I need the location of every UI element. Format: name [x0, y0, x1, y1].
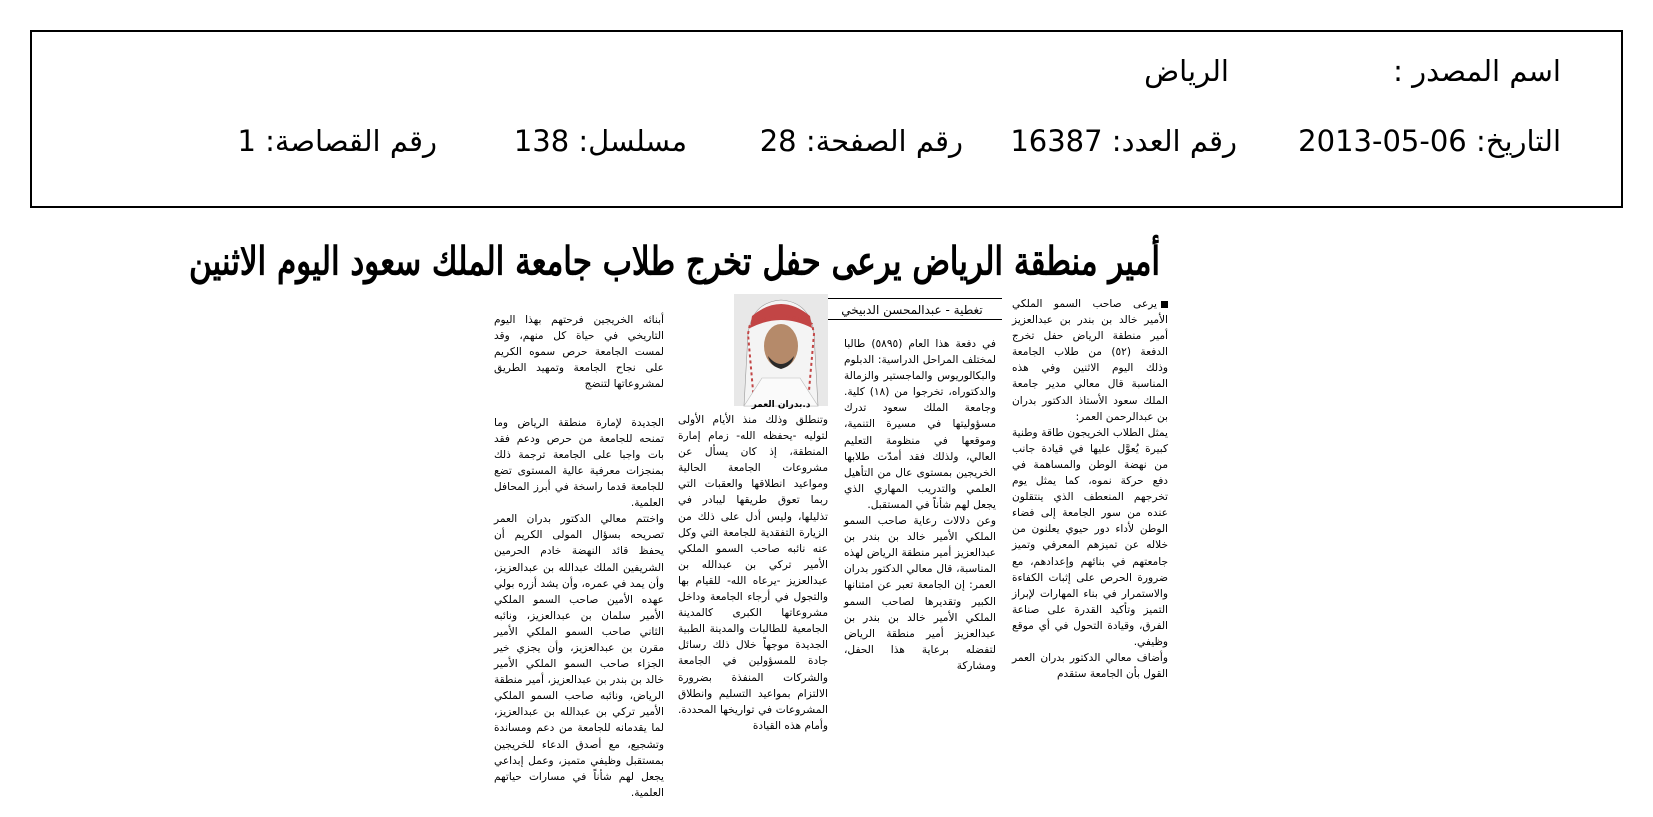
- article-column-2: في دفعة هذا العام (٥٨٩٥) طالبا لمختلف المراحل الدراسية: الدبلوم والبكالوريوس والماجستير والزمالة والدكتوراه، تخرجوا من (١٨) كلية. وجامعة الملك سعود تدرك مسؤوليتها في مسيرة التنمية، وموقعها في منظومة التعليم العالي، ولذلك فقد أمدّت طلابها الخريجين بمستوى عال من التأهيل العلمي والتدريب المهاري الذي يجعل لهم شأناً في المستقبل. وعن دلالات رعاية صاحب السمو الملكي الأمير خالد بن بندر بن عبدالعزيز أمير منطقة الرياض لهذه المناسبة، قال معالي الدكتور بدران العمر: إن الجامعة تعبر عن امتنانها الكبير وتقديرها لصاحب السمو الملكي الأمير خالد بن بندر بن عبدالعزيز أمير منطقة الرياض لتفضله برعاية هذا الحفل، ومشاركة: [844, 338, 996, 672]
- page-number-field: رقم الصفحة: 28: [759, 124, 963, 158]
- clipping-header: [30, 30, 1623, 208]
- source-label: اسم المصدر :: [1393, 54, 1561, 88]
- clip-number-field: رقم القصاصة: 1: [237, 124, 437, 158]
- article-byline: تغطية - عبدالمحسن الدبيخي: [822, 298, 1002, 320]
- source-value: الرياض: [1144, 54, 1229, 88]
- article-headline: أمير منطقة الرياض يرعى حفل تخرج طلاب جامعة الملك سعود اليوم الاثنين: [188, 239, 1160, 285]
- column-4-top-text: أبنائه الخريجين فرحتهم بهذا اليوم التاريخي في حياة كل منهم، وقد لمست الجامعة حرص سموه الكريم على نجاح الجامعة وتمهيد الطريق لمشروعاتها لتنضج: [494, 314, 664, 391]
- column-3-text: وتنطلق وذلك منذ الأيام الأولى لتوليه -يحفظه الله- زمام إمارة المنطقة، إذ كان يسأل عن مشروعات الجامعة الحالية ومواعيد انطلاقها والعقبات التي ربما تعوق طريقها ليبادر في تذليلها، وليس أدل على ذلك من الزيارة التفقدية للجامعة التي وكل عنه نائبه صاحب السمو الملكي الأمير تركي بن عبدالله بن عبدالعزيز -يرعاه الله- للقيام بها والتجول في أرجاء الجامعة وداخل مشروعاتها الكبرى كالمدينة الجامعية للطالبات والمدينة الطبية الجديدة موجهاً خلال ذلك رسائل جادة للمسؤولين في الجامعة والشركات المنفذة بضرورة الالتزام بمواعيد التسليم وانطلاق المشروعات في تواريخها المحددة. وأمام هذه القيادة: [678, 414, 828, 732]
- article-column-4: [494, 296, 664, 799]
- issue-number-field: رقم العدد: 16387: [1010, 124, 1237, 158]
- bullet-icon: [1161, 301, 1168, 308]
- author-portrait-photo: [734, 294, 828, 406]
- newspaper-article: [188, 238, 1168, 799]
- column-1-text: يرعى صاحب السمو الملكي الأمير خالد بن بندر بن عبدالعزيز أمير منطقة الرياض حفل تخرج الدفعة (٥٢) من طلاب الجامعة وذلك اليوم الاثنين وفي هذه المناسبة قال معالي مدير جامعة الملك سعود الأستاذ الدكتور بدران بن عبدالرحمن العمر: يمثل الطلاب الخريجون طاقة وطنية كبيرة يُعوَّل عليها في قيادة جانب من نهضة الوطن والمساهمة في دفع حركة نموه، كما يمثل يوم تخرجهم المنعطف الذي ينتقلون عنده من سور الجامعة إلى فضاء الوطن لأداء دور حيوي يعلنون من خلاله عن تميزهم المعرفي وتميز جامعتهم في بنائهم وإعدادهم، مع ضرورة الحرص على إثبات الكفاءة والاستمرار في بناء المهارات لإبراز التميز وتأكيد القدرة على صناعة الفرق، وقيادة التحول في أي موقع وظيفي. وأضاف معالي الدكتور بدران العمر القول بأن الجامعة ستقدم: [1012, 298, 1168, 681]
- column-4-text: الجديدة لإمارة منطقة الرياض وما تمنحه للجامعة من حرص ودعم فقد بات واجبا على الجامعة ترجمة ذلك بمنجزات معرفية عالية المستوى تضع للجامعة قدما راسخة في أبرز المحافل العلمية. واختتم معالي الدكتور بدران العمر تصريحه بسؤال المولى الكريم أن يحفظ قائد النهضة خادم الحرمين الشريفين الملك عبدالله بن عبدالعزيز، وأن يمد في عمره، وأن يشد أزره بولي عهده الأمين صاحب السمو الملكي الأمير سلمان بن عبدالعزيز، ونائبه الثاني صاحب السمو الملكي الأمير مقرن بن عبدالعزيز، وأن يجزي خير الجزاء صاحب السمو الملكي الأمير خالد بن بندر بن عبدالعزيز، أمير منطقة الرياض، ونائبه صاحب السمو الملكي الأمير تركي بن عبدالله بن عبدالعزيز، لما يقدمانه للجامعة من دعم ومساندة وتشجيع، مع أصدق الدعاء للخريجين بمستقبل وظيفي متميز، وعمل إبداعي يجعل لهم شأناً في مسارات حياتهم العلمية.: [494, 416, 664, 799]
- photo-caption: د.بدران العمر: [751, 400, 811, 410]
- date-field: التاريخ: 06-05-2013: [1298, 124, 1561, 158]
- article-column-1: [1012, 296, 1168, 772]
- serial-field: مسلسل: 138: [513, 124, 687, 158]
